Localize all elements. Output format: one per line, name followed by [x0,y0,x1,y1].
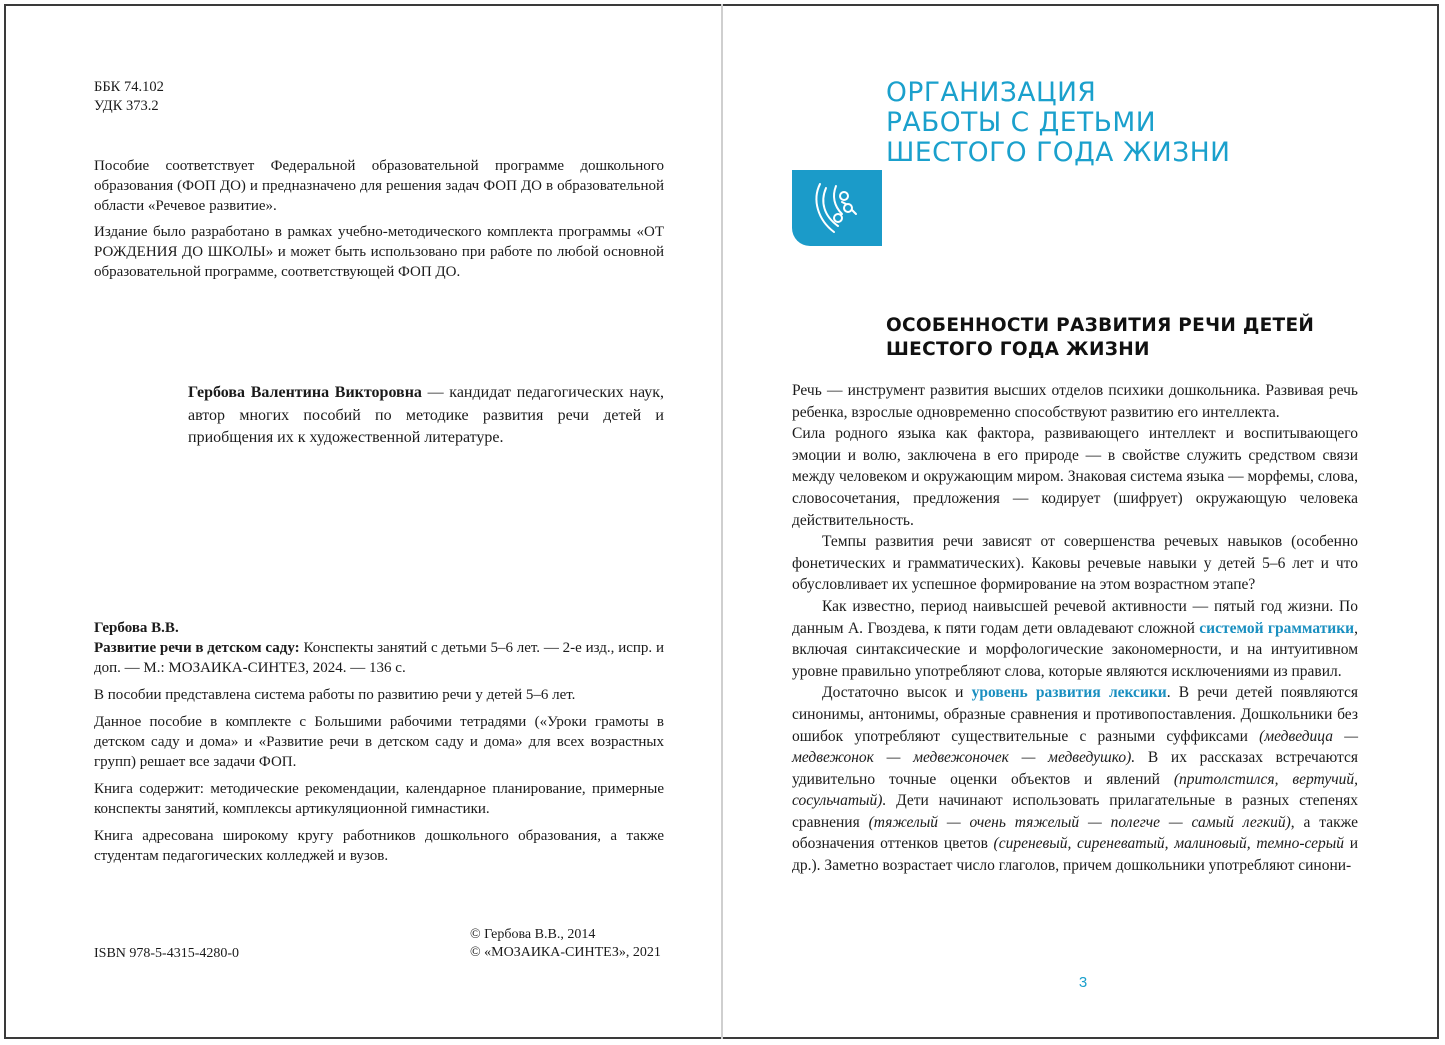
section-title-line: ОСОБЕННОСТИ РАЗВИТИЯ РЕЧИ ДЕТЕЙ [886,315,1315,336]
italic-example: (медведица — медвежонок — медвежоночек — медведушко). [792,727,1358,767]
intro-paragraph: Издание было разработано в рамках учебно-методического комплекта программы «ОТ РОЖДЕНИЯ ДО ШКОЛЫ» и может быть использовано при работе по любой основной образовательной программе, соответствующей ФОП ДО. [94,224,664,280]
author-info [188,382,664,450]
annotation-paragraph: В пособии представлена система работы по развитию речи у детей 5–6 лет. [94,687,576,703]
highlighted-term: уровень развития лексики [971,684,1167,702]
text-run: Достаточно высок и [822,684,972,702]
body-paragraph: Темпы развития речи зависят от совершенства речевых навыков (особенно фонетических и грамматических). Каковы речевые навыки у детей 5–6 лет и что обусловливает их успешное формирование на этом возрастном этапе? [792,533,1358,594]
annotation-paragraph: Книга адресована широкому кругу работников дошкольного образования, а также студентам педагогических колледжей и вузов. [94,828,664,864]
intro-text [94,156,664,288]
italic-example: (сиреневый, сиреневатый, малиновый, темно-серый [993,835,1345,853]
author-name: Гербова Валентина Викторовна [188,384,422,401]
left-page [6,6,726,1041]
text-run: , включая синтаксические и морфологические закономерности, и на интуитивном уровне правильно употребляют слова, которые являются исключениями из правил. [792,619,1358,680]
biblio-author: Гербова В.В. [94,620,179,636]
chapter-title-line: ОРГАНИЗАЦИЯ [886,77,1097,108]
chapter-title-line: РАБОТЫ С ДЕТЬМИ [886,107,1157,138]
italic-example: (притолстился, вертучий, сосульчатый). [792,770,1358,810]
chapter-badge [792,170,882,246]
text-run: . В речи детей появляются синонимы, антонимы, образные сравнения и противопоставления. Дошкольники без ошибок употребляют существительные с разными суффиксами [792,684,1359,745]
classification-codes [94,78,294,116]
copyright-publisher: © «МОЗАИКА-СИНТЕЗ», 2021 [470,945,661,960]
text-run: Дети начинают использовать прилагательные в разных степенях сравнения [792,792,1358,831]
text-run: , а также обозначения оттенков цветов [792,813,1358,853]
article-body [792,380,1358,877]
bibliographic-record [94,618,664,873]
highlighted-term: системой грамматики [1199,619,1355,637]
body-paragraph: Речь — инструмент развития высших отделов психики дошкольника. Развивая речь ребенка, взрослые одновременно способствуют развитию его интеллекта. [792,382,1358,421]
chapter-title [886,78,1406,168]
copyright-author: © Гербова В.В., 2014 [470,927,596,942]
body-paragraph [792,682,1358,876]
biblio-title: Развитие речи в детском саду: [94,640,300,656]
author-description: — кандидат педагогических наук, автор многих пособий по методике развития речи детей и приобщения их к художественной литературе. [188,384,664,446]
text-run: Как известно, период наивысшей речевой активности — пятый год жизни. По данным А. Гвоздева, к пяти годам дети овладевают сложной [792,597,1358,637]
page-number: 3 [1078,974,1088,991]
udk-code: УДК 373.2 [94,98,159,114]
annotation-paragraph: Данное пособие в комплекте с Большими рабочими тетрадями («Уроки грамоты в детском саду и дома» и «Развитие речи в детском саду и дома» для всех возрастных групп) решает все задачи ФОП. [94,714,664,770]
section-title-line: ШЕСТОГО ГОДА ЖИЗНИ [886,339,1150,360]
chapter-title-line: ШЕСТОГО ГОДА ЖИЗНИ [886,137,1231,168]
copyright [470,926,700,962]
annotation-paragraph: Книга содержит: методические рекомендации, календарное планирование, примерные конспекты занятий, комплексы артикуляционной гимнастики. [94,781,664,817]
bbk-code: ББК 74.102 [94,79,164,95]
body-paragraph [792,596,1358,682]
isbn: ISBN 978-5-4315-4280-0 [94,946,240,961]
body-paragraph: Сила родного языка как фактора, развивающего интеллект и воспитывающего эмоции и волю, заключена в его природе — в свойстве служить средством связи между человеком и окружающим миром. Знаковая система языка — морфемы, слова, словосочетания, предложения — кодирует (шифрует) окружающую человека действительность. [792,425,1358,529]
text-run: и др.). Заметно возрастает число глаголов, причем дошкольники употребляют синони- [792,835,1358,875]
section-title [886,314,1406,362]
italic-example: (тяжелый — очень тяжелый — полегче — самый легкий) [868,813,1291,831]
page-fold [721,4,723,1039]
biblio-details: Конспекты занятий с детьми 5–6 лет. — 2-е изд., испр. и доп. — М.: МОЗАИКА-СИНТЕЗ, 2024. — 136 с. [94,640,664,676]
text-run: В их рассказах встречаются удивительно точные оценки объектов и явлений [792,749,1358,788]
right-page [728,6,1438,1041]
intro-paragraph: Пособие соответствует Федеральной образовательной программе дошкольного образования (ФОП ДО) и предназначено для решения задач ФОП ДО в образовательной области «Речевое развитие». [94,158,664,214]
